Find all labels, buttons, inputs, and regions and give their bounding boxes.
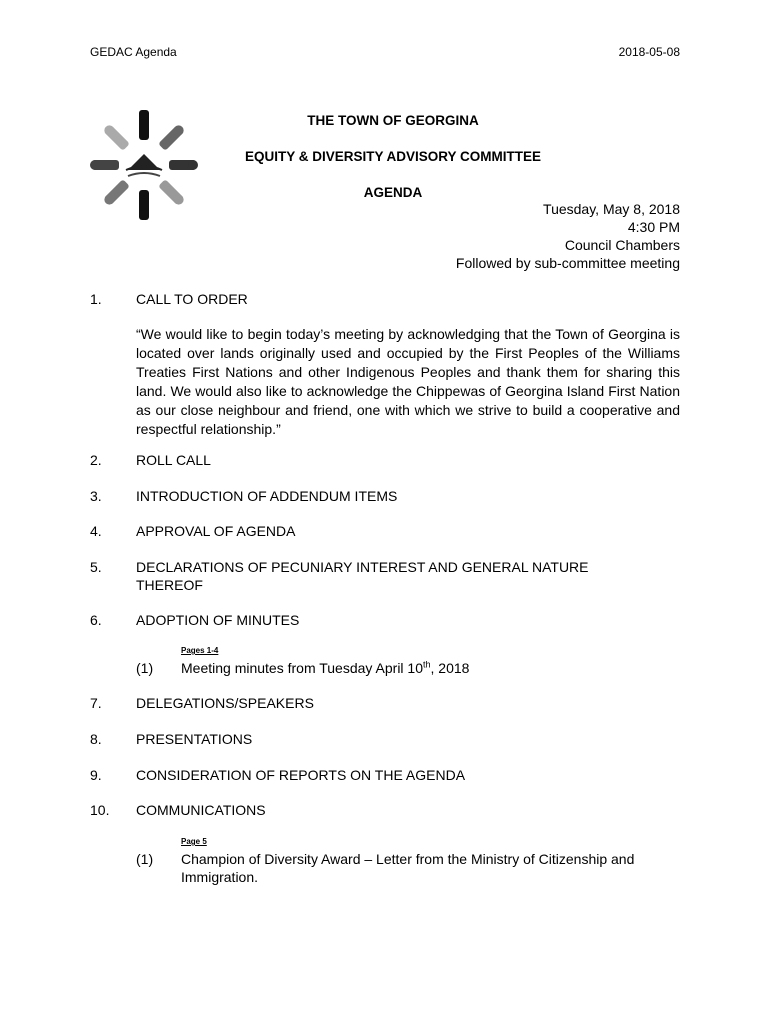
item-label: ADOPTION OF MINUTES xyxy=(136,612,300,628)
meeting-note: Followed by sub-committee meeting xyxy=(455,255,680,271)
logo-figure-bottom xyxy=(139,190,149,220)
item-number: 10. xyxy=(90,802,110,818)
logo-figure-top xyxy=(139,110,149,140)
communications-pages-link[interactable]: Page 5 xyxy=(181,837,207,846)
item-number: 7. xyxy=(90,695,102,711)
item-label: DELEGATIONS/SPEAKERS xyxy=(136,695,314,711)
logo-figure-bottom-left xyxy=(102,179,130,207)
minutes-pages-link[interactable]: Pages 1-4 xyxy=(181,646,219,655)
item-label-line1: DECLARATIONS OF PECUNIARY INTEREST AND GENERAL NATURE xyxy=(136,559,589,575)
item-number: 5. xyxy=(90,559,102,575)
subitem-text: Meeting minutes from Tuesday April 10th, 2018 xyxy=(181,659,470,676)
item-label: COMMUNICATIONS xyxy=(136,802,266,818)
item-number: 4. xyxy=(90,523,102,539)
header-left: GEDAC Agenda xyxy=(90,45,177,59)
logo-figure-top-right xyxy=(158,123,186,151)
item-label: CONSIDERATION OF REPORTS ON THE AGENDA xyxy=(136,767,466,783)
item-label-line2: THEREOF xyxy=(136,577,203,593)
item-number: 2. xyxy=(90,452,102,468)
item-label: CALL TO ORDER xyxy=(136,291,248,307)
town-title: THE TOWN OF GEORGINA xyxy=(307,113,479,128)
item-number: 1. xyxy=(90,291,102,307)
item-label: PRESENTATIONS xyxy=(136,731,253,747)
logo-figure-left xyxy=(90,160,119,170)
logo-figure-right xyxy=(169,160,198,170)
item-label: ROLL CALL xyxy=(136,452,211,468)
header-right: 2018-05-08 xyxy=(618,45,680,59)
meeting-time: 4:30 PM xyxy=(627,219,680,235)
meeting-date: Tuesday, May 8, 2018 xyxy=(543,201,680,217)
logo-figure-bottom-right xyxy=(158,179,186,207)
item-number: 3. xyxy=(90,488,102,504)
item-number: 8. xyxy=(90,731,102,747)
committee-title: EQUITY & DIVERSITY ADVISORY COMMITTEE xyxy=(244,149,542,164)
subitem-number: (1) xyxy=(136,851,154,867)
subitem-text-line2: Immigration. xyxy=(181,869,259,885)
item-label: APPROVAL OF AGENDA xyxy=(136,523,296,539)
diversity-circle-logo-icon xyxy=(88,106,200,224)
subitem-text-line1: Champion of Diversity Award – Letter from the Ministry of Citizenship and xyxy=(181,851,635,867)
subitem-number: (1) xyxy=(136,660,154,676)
meeting-location: Council Chambers xyxy=(564,237,680,253)
meeting-details xyxy=(456,200,680,272)
logo-figure-top-left xyxy=(102,123,130,151)
item-label: INTRODUCTION OF ADDENDUM ITEMS xyxy=(136,488,398,504)
agenda-title: AGENDA xyxy=(363,185,423,200)
item-number: 6. xyxy=(90,612,102,628)
item-number: 9. xyxy=(90,767,102,783)
land-acknowledgement: “We would like to begin today’s meeting by acknowledging that the Town of Georgina is located over lands originally used and occupied by the First Peoples of the Williams Treaties First Nations and other Indigenous Peoples and thank them for sharing this land. We would also like to acknowledge the Chippewas of Georgina Island First Nation as our close neighbour and friend, one with which we strive to build a cooperative and respectful relationship.” xyxy=(136,326,680,437)
